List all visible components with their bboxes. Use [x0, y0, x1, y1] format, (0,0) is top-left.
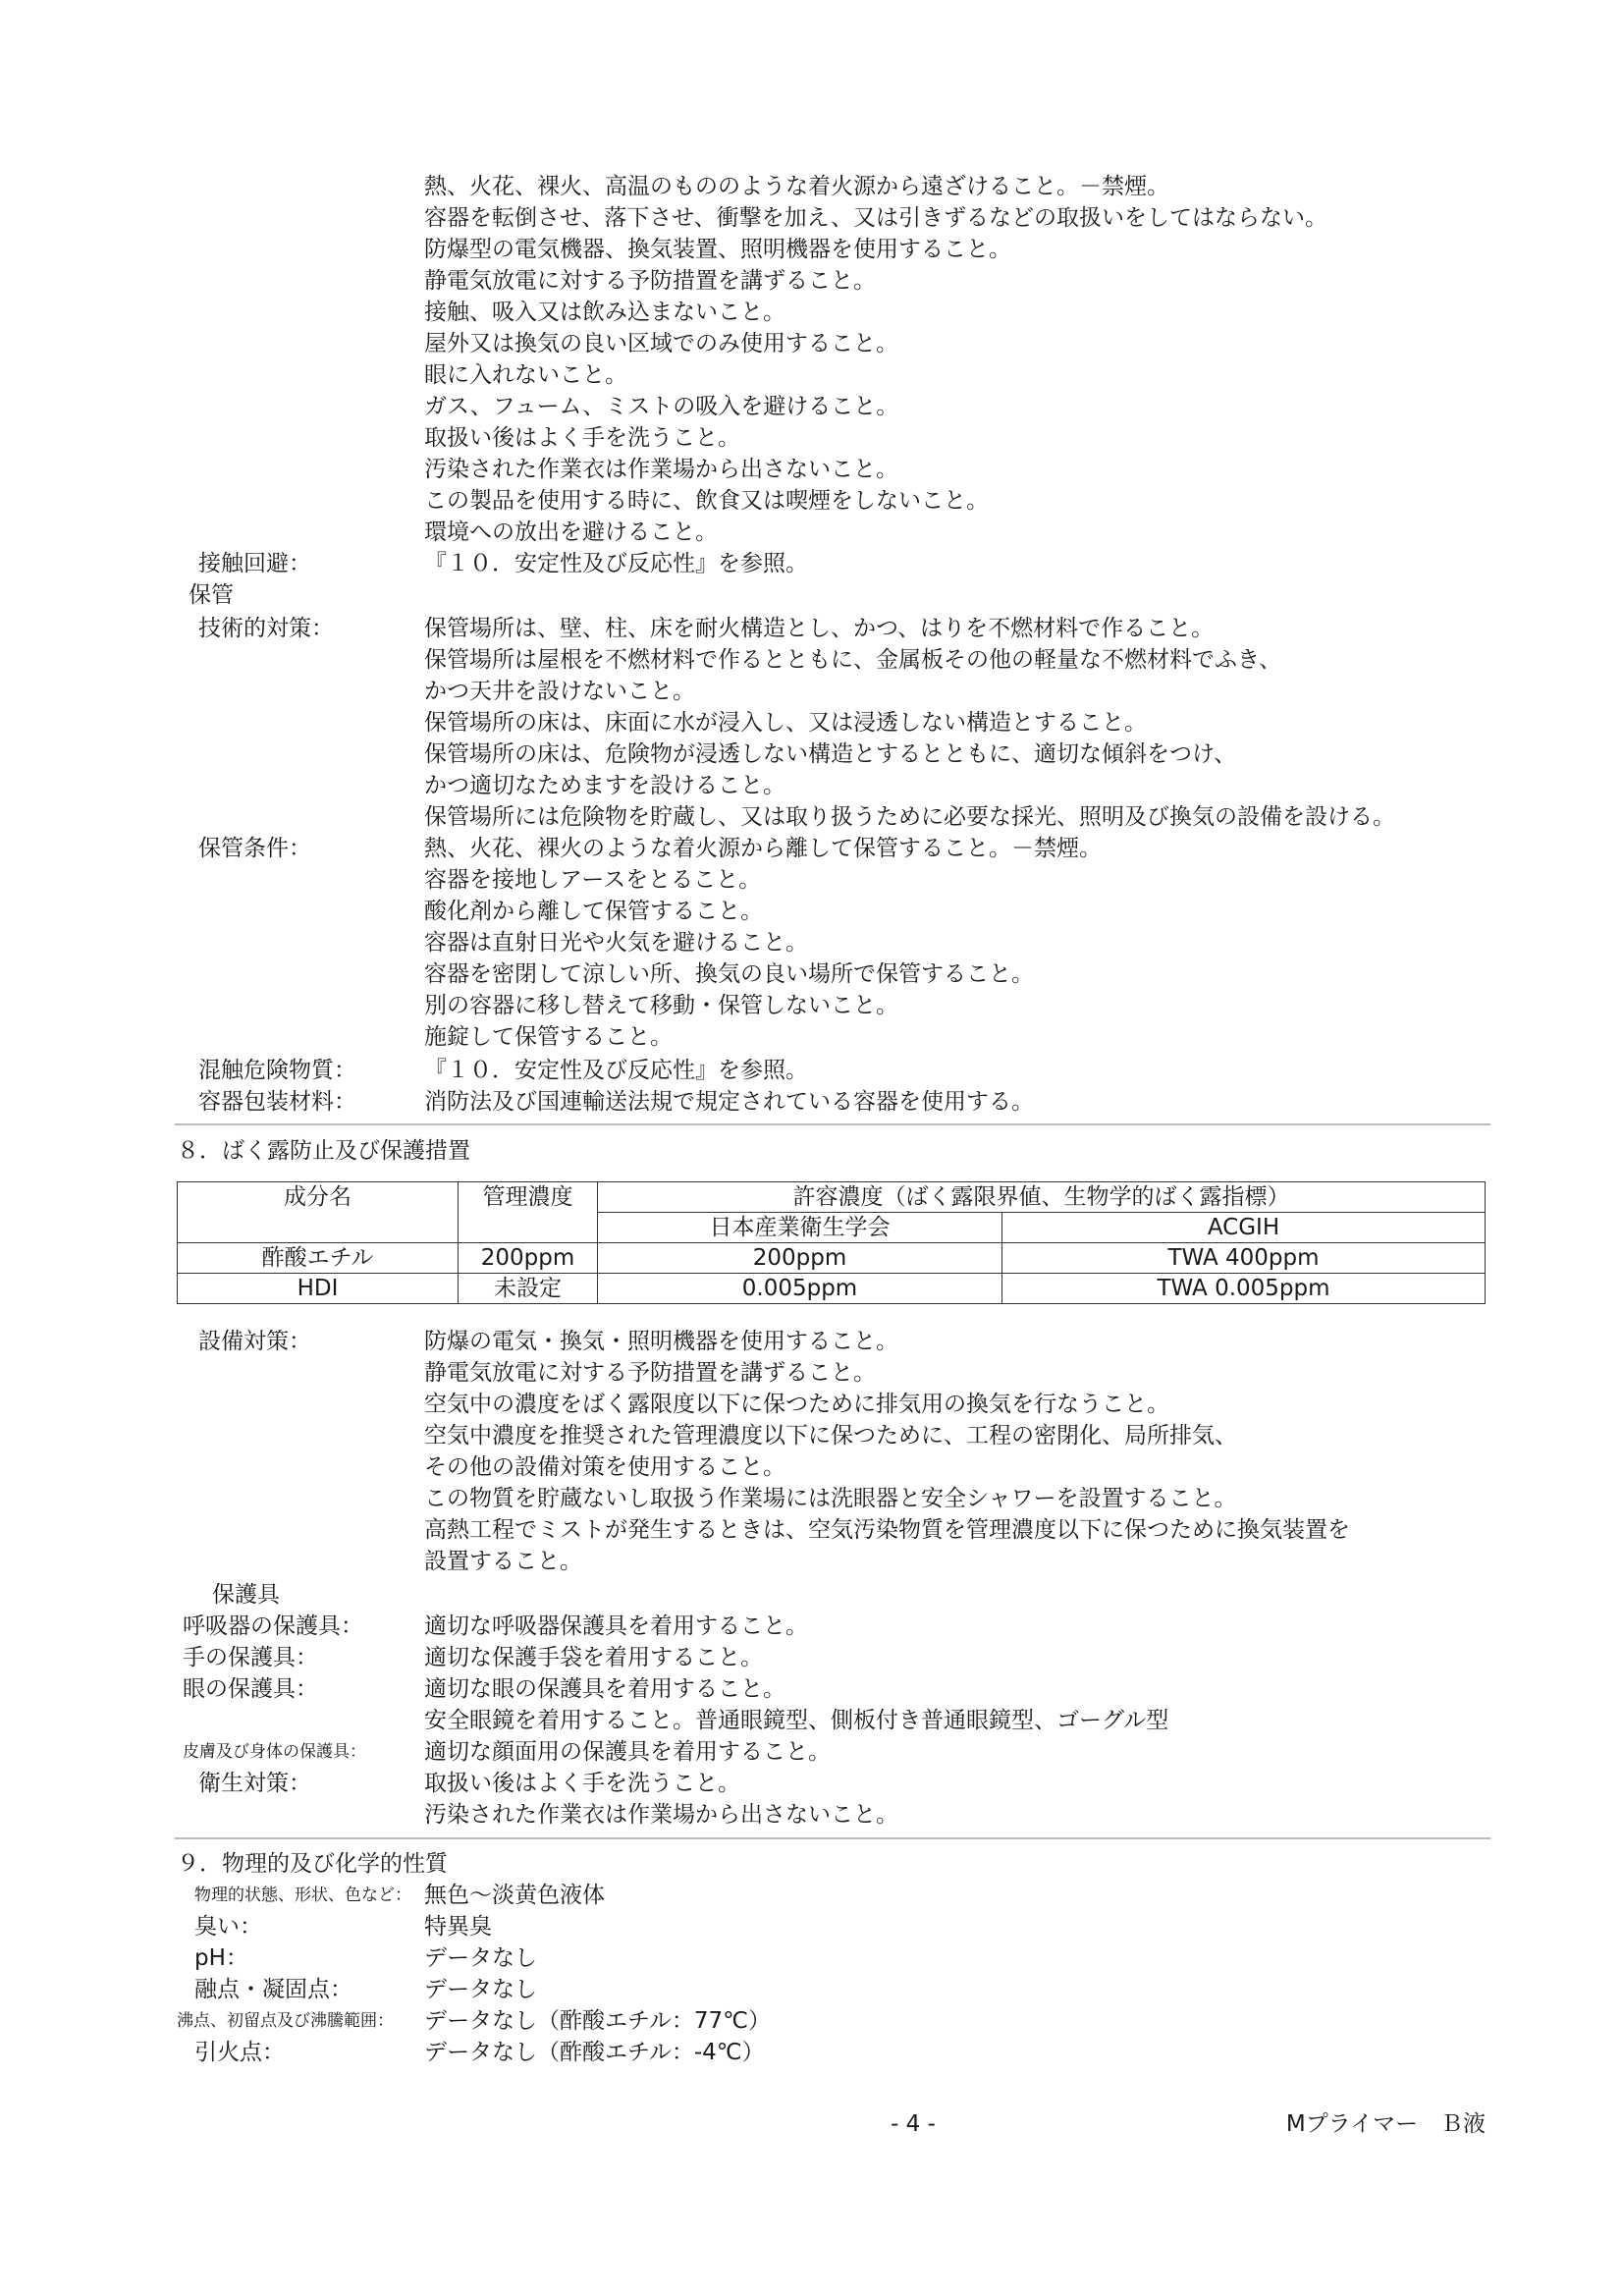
tech-measures-line: かつ天井を設けないこと。	[424, 679, 695, 704]
property-label: 融点・凝固点：	[194, 1977, 352, 2002]
handling-line: 容器を転倒させ、落下させ、衝撃を加え、又は引きずるなどの取扱いをしてはならない。	[424, 205, 1327, 231]
section9-title: ９．物理的及び化学的性質	[177, 1851, 448, 1877]
section8-title: ８．ばく露防止及び保護措置	[177, 1138, 470, 1164]
tech-measures-line: かつ適切なためますを設けること。	[424, 773, 785, 798]
header-control-concentration: 管理濃度	[459, 1182, 598, 1243]
handling-line: 防爆型の電気機器、換気装置、照明機器を使用すること。	[424, 237, 1011, 262]
packaging-label: 容器包装材料：	[198, 1089, 356, 1115]
tech-measures-line: 保管場所は、壁、柱、床を耐火構造とし、かつ、はりを不燃材料で作ること。	[424, 616, 1215, 641]
handling-line: この製品を使用する時に、飲食又は喫煙をしないこと。	[424, 488, 989, 514]
equipment-line: 設置すること。	[424, 1549, 582, 1574]
table-row	[178, 1274, 1486, 1304]
hygiene-label: 衛生対策：	[198, 1771, 311, 1796]
equipment-line: 高熱工程でミストが発生するときは、空気汚染物質を管理濃度以下に保つために換気装置を	[424, 1517, 1350, 1543]
header-acgih: ACGIH	[1002, 1213, 1486, 1243]
contact-avoid-value: 『１０．安定性及び反応性』を参照。	[424, 551, 808, 576]
equipment-line: その他の設備対策を使用すること。	[424, 1454, 785, 1480]
cell-acgih: TWA 0.005ppm	[1002, 1274, 1486, 1304]
tech-measures-line: 保管場所には危険物を貯蔵し、又は取り扱うために必要な採光、照明及び換気の設備を設ける。	[424, 804, 1395, 830]
exposure-limits-table	[177, 1181, 1486, 1304]
header-component: 成分名	[178, 1182, 459, 1243]
incompatible-label: 混触危険物質：	[198, 1058, 356, 1083]
contact-avoid-label: 接触回避：	[198, 551, 311, 576]
cell-jsoh: 200ppm	[598, 1243, 1002, 1274]
property-value: データなし（酢酸エチル：-4℃）	[424, 2040, 765, 2065]
hand-value: 適切な保護手袋を着用すること。	[424, 1645, 763, 1670]
tech-measures-line: 保管場所の床は、危険物が浸透しない構造とするとともに、適切な傾斜をつけ、	[424, 741, 1237, 767]
section-divider	[175, 1123, 1490, 1125]
storage-condition-line: 施錠して保管すること。	[424, 1024, 673, 1050]
product-name: Mプライマー Ｂ液	[1285, 2111, 1486, 2137]
equipment-line: 静電気放電に対する予防措置を講ずること。	[424, 1360, 876, 1386]
cell-acgih: TWA 400ppm	[1002, 1243, 1486, 1274]
cell-jsoh: 0.005ppm	[598, 1274, 1002, 1304]
storage-condition-line: 容器を接地しアースをとること。	[424, 867, 762, 893]
property-label: 沸点、初留点及び沸騰範囲：	[177, 2011, 394, 2031]
storage-condition-line: 酸化剤から離して保管すること。	[424, 899, 763, 924]
section-divider	[175, 1837, 1490, 1839]
respiratory-value: 適切な呼吸器保護具を着用すること。	[424, 1613, 808, 1639]
hygiene-line: 汚染された作業衣は作業場から出さないこと。	[424, 1802, 898, 1828]
handling-line: 屋外又は換気の良い区域でのみ使用すること。	[424, 331, 898, 356]
tech-measures-label: 技術的対策：	[198, 616, 334, 641]
storage-condition-line: 別の容器に移し替えて移動・保管しないこと。	[424, 993, 898, 1018]
header-jsoh: 日本産業衛生学会	[598, 1213, 1002, 1243]
cell-control: 未設定	[459, 1274, 598, 1304]
hand-label: 手の保護具：	[183, 1645, 318, 1670]
eye-label: 眼の保護具：	[183, 1676, 318, 1702]
handling-line: ガス、フューム、ミストの吸入を避けること。	[424, 394, 899, 419]
handling-line: 接触、吸入又は飲み込まないこと。	[424, 300, 785, 325]
handling-line: 取扱い後はよく手を洗うこと。	[424, 425, 740, 451]
cell-control: 200ppm	[459, 1243, 598, 1274]
property-label: pH：	[194, 1945, 248, 1971]
equipment-line: 防爆の電気・換気・照明機器を使用すること。	[424, 1329, 898, 1354]
storage-condition-line: 熱、火花、裸火のような着火源から離して保管すること。－禁煙。	[424, 836, 1102, 861]
equipment-line: この物質を貯蔵ないし取扱う作業場には洗眼器と安全シャワーを設置すること。	[424, 1486, 1237, 1511]
equipment-label: 設備対策：	[198, 1329, 311, 1354]
tech-measures-line: 保管場所は屋根を不燃材料で作るとともに、金属板その他の軽量な不燃材料でふき、	[424, 647, 1282, 673]
eye-line: 安全眼鏡を着用すること。普通眼鏡型、側板付き普通眼鏡型、ゴーグル型	[424, 1708, 1169, 1733]
tech-measures-line: 保管場所の床は、床面に水が浸入し、又は浸透しない構造とすること。	[424, 710, 1147, 736]
handling-line: 静電気放電に対する予防措置を講ずること。	[424, 268, 876, 294]
property-label: 物理的状態、形状、色など：	[194, 1886, 411, 1905]
incompatible-value: 『１０．安定性及び反応性』を参照。	[424, 1058, 808, 1083]
property-value: データなし	[424, 1977, 537, 2002]
property-label: 引火点：	[194, 2040, 285, 2065]
handling-line: 熱、火花、裸火、高温のもののような着火源から遠ざけること。－禁煙。	[424, 174, 1169, 199]
property-label: 臭い：	[194, 1914, 262, 1940]
skin-label: 皮膚及び身体の保護具：	[183, 1742, 366, 1762]
skin-value: 適切な顔面用の保護具を着用すること。	[424, 1739, 831, 1765]
storage-condition-line: 容器を密閉して涼しい所、換気の良い場所で保管すること。	[424, 961, 1034, 987]
property-value: データなし	[424, 1945, 537, 1971]
storage-heading: 保管	[189, 582, 234, 608]
equipment-line: 空気中の濃度をばく露限度以下に保つために排気用の換気を行なうこと。	[424, 1392, 1169, 1417]
handling-line: 環境への放出を避けること。	[424, 519, 718, 545]
eye-line: 適切な眼の保護具を着用すること。	[424, 1676, 785, 1702]
packaging-value: 消防法及び国連輸送法規で規定されている容器を使用する。	[424, 1089, 1034, 1115]
hygiene-line: 取扱い後はよく手を洗うこと。	[424, 1771, 740, 1796]
property-value: 無色～淡黄色液体	[424, 1883, 605, 1908]
equipment-line: 空気中濃度を推奨された管理濃度以下に保つために、工程の密閉化、局所排気、	[424, 1423, 1237, 1449]
storage-condition-line: 容器は直射日光や火気を避けること。	[424, 930, 808, 956]
ppe-heading: 保護具	[212, 1582, 280, 1608]
property-value: データなし（酢酸エチル：77℃）	[424, 2008, 771, 2034]
respiratory-label: 呼吸器の保護具：	[183, 1613, 363, 1639]
cell-component: 酢酸エチル	[178, 1243, 459, 1274]
storage-conditions-label: 保管条件：	[198, 836, 311, 861]
header-allowable-concentration: 許容濃度（ばく露限界値、生物学的ばく露指標）	[598, 1182, 1486, 1213]
handling-line: 眼に入れないこと。	[424, 362, 627, 388]
cell-component: HDI	[178, 1274, 459, 1304]
property-value: 特異臭	[424, 1914, 492, 1940]
table-row	[178, 1243, 1486, 1274]
page-number: - 4 -	[891, 2111, 936, 2137]
handling-line: 汚染された作業衣は作業場から出さないこと。	[424, 457, 898, 482]
